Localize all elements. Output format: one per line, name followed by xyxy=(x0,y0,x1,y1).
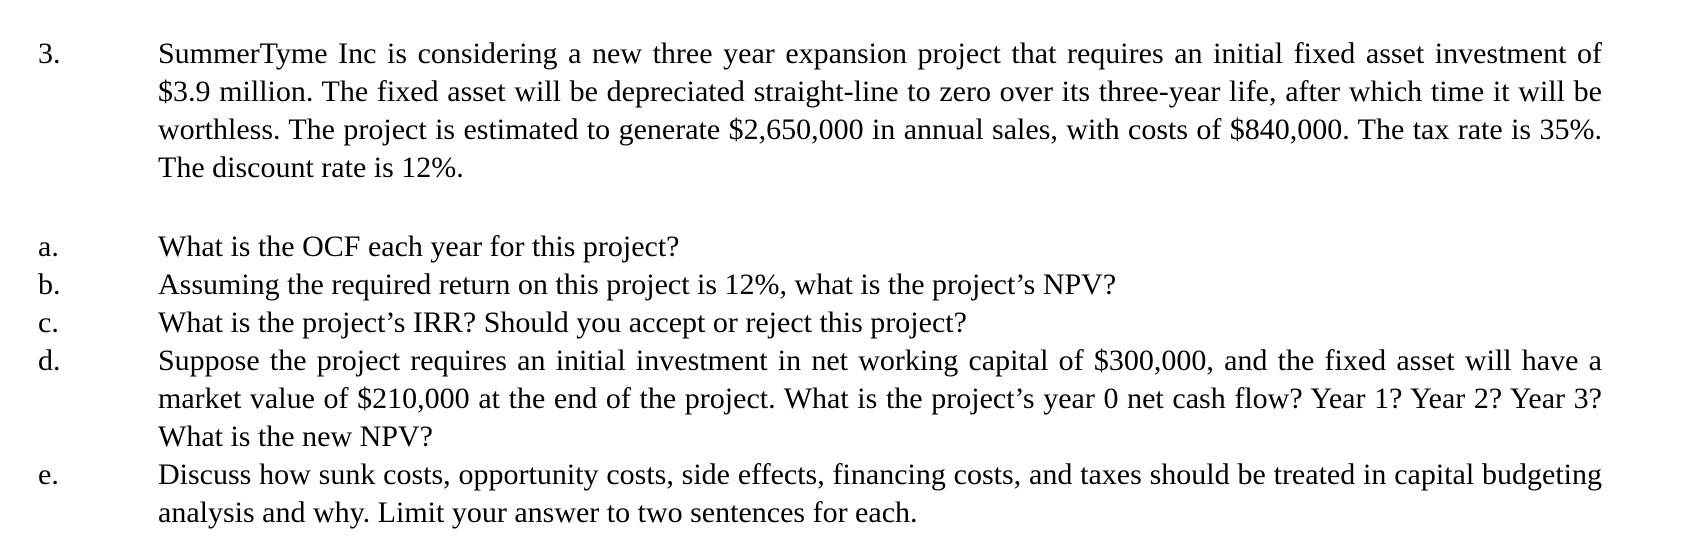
part-text: Discuss how sunk costs, opportunity costs, side effects, financing costs, and taxes should be treated in capital budgeting analysis and why. Limit your answer to two sentences for each. xyxy=(158,458,1602,529)
part-text: What is the OCF each year for this project? xyxy=(158,230,680,263)
part-letter: c. xyxy=(38,306,59,339)
part-letter: e. xyxy=(38,458,59,491)
question-prompt: SummerTyme Inc is considering a new three year expansion project that requires an initial fixed asset investment of $3.9 million. The fixed asset will be depreciated straight-line to zero over its three-year life, after which time it will be worthless. The project is estimated to generate $2,650,000 in annual sales, with costs of $840,000. The tax rate is 35%. The discount rate is 12%. xyxy=(158,37,1602,184)
question-number: 3. xyxy=(38,37,61,70)
part-text: Suppose the project requires an initial investment in net working capital of $300,000, and the fixed asset will have a market value of $210,000 at the end of the project. What is the project’s year 0 net cash flow? Year 1? Year 2? Year 3? What is the new NPV? xyxy=(158,344,1602,453)
part-text: What is the project’s IRR? Should you accept or reject this project? xyxy=(158,306,967,339)
part-letter: d. xyxy=(38,344,61,377)
part-letter: a. xyxy=(38,230,59,263)
part-text: Assuming the required return on this project is 12%, what is the project’s NPV? xyxy=(158,268,1117,301)
part-letter: b. xyxy=(38,268,61,301)
